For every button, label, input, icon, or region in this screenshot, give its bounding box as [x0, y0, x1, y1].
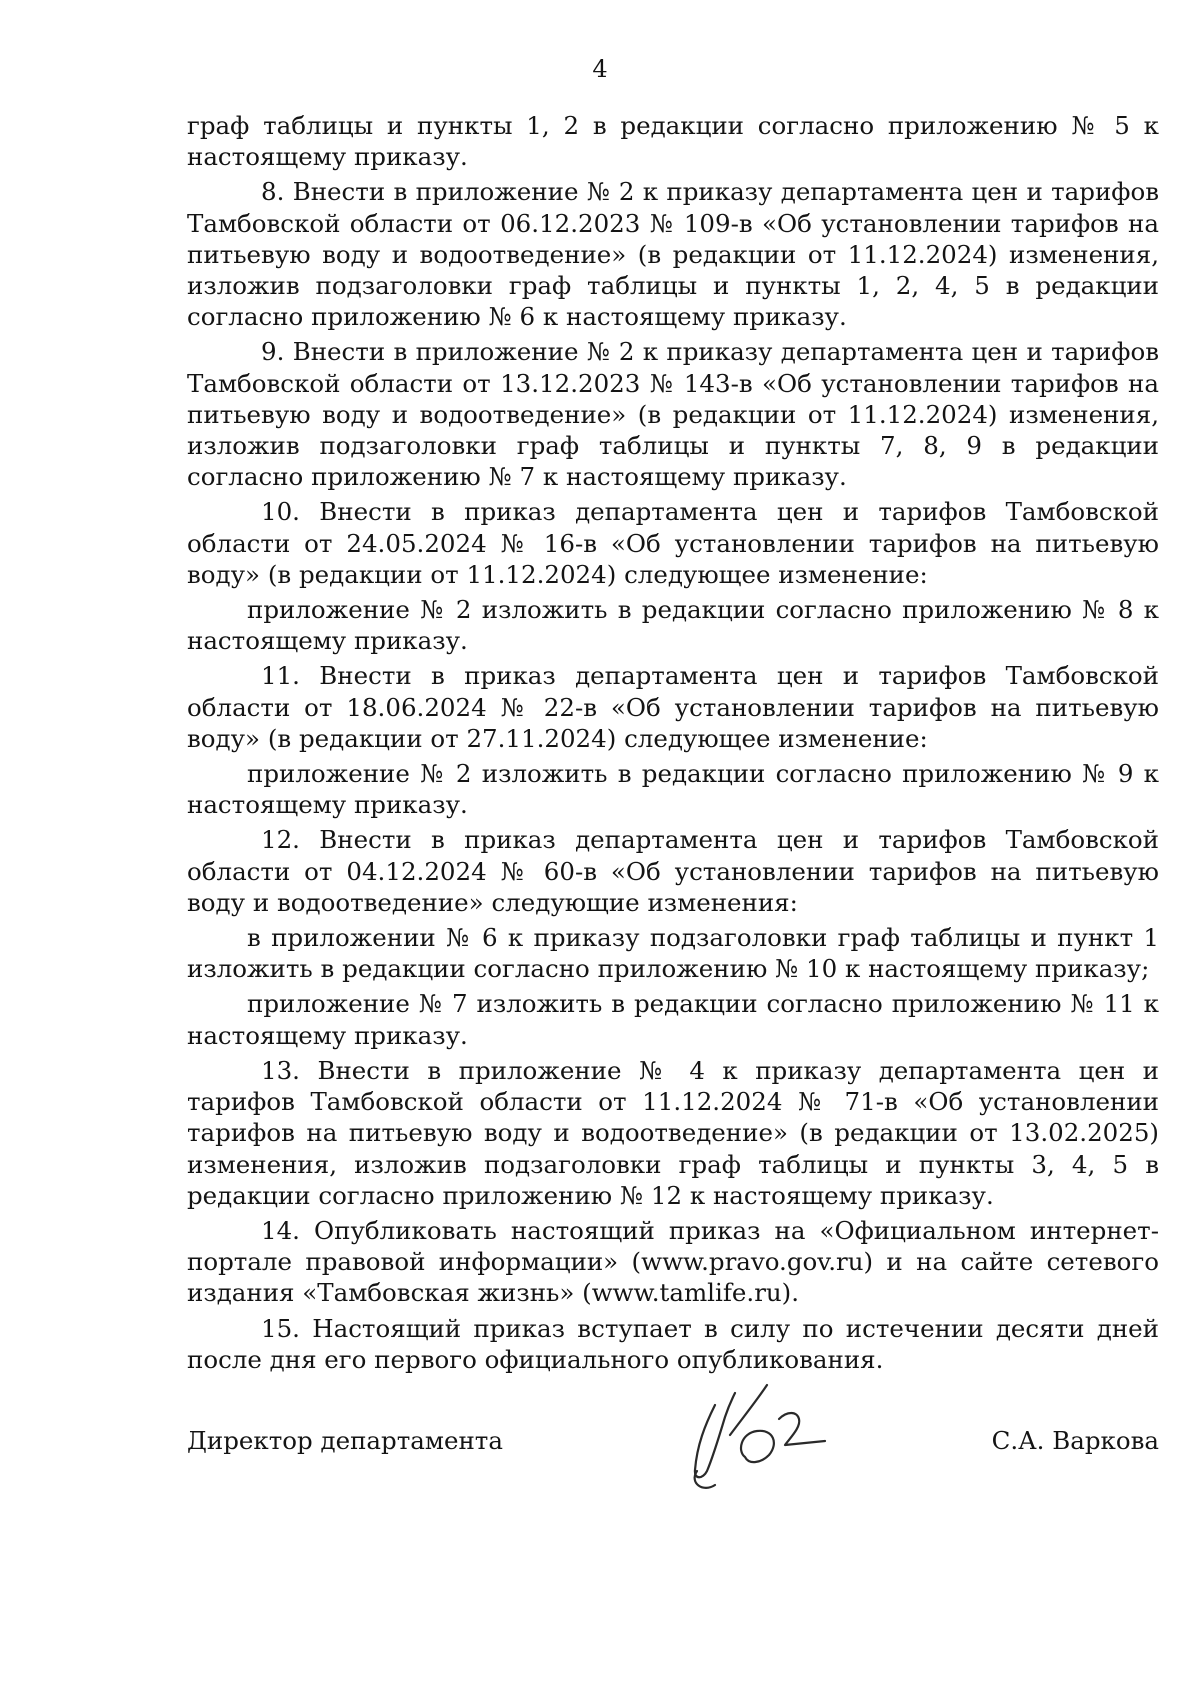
signatory-name: С.А. Варкова: [991, 1426, 1159, 1455]
signature-block: [187, 1425, 1159, 1465]
paragraph-item-11-sub: приложение № 2 изложить в редакции согласно приложению № 9 к настоящему приказу.: [187, 759, 1159, 820]
paragraph-item-12-sub-1: в приложении № 6 к приказу подзаголовки граф таблицы и пункт 1 изложить в редакции согласно приложению № 10 к настоящему приказу;: [187, 923, 1159, 984]
paragraph-item-12-sub-2: приложение № 7 изложить в редакции согласно приложению № 11 к настоящему приказу.: [187, 989, 1159, 1050]
paragraph-item-9: 9. Внести в приложение № 2 к приказу департамента цен и тарифов Тамбовской области от 13.12.2023 № 143-в «Об установлении тарифов на питьевую воду и водоотведение» (в редакции от 11.12.2024) изменения, изложив подзаголовки граф таблицы и пункты 7, 8, 9 в редакции согласно приложению № 7 к настоящему приказу.: [187, 337, 1159, 492]
page-number: 4: [592, 55, 608, 83]
document-body: [187, 110, 1159, 1379]
paragraph-item-8: 8. Внести в приложение № 2 к приказу департамента цен и тарифов Тамбовской области от 06.12.2023 № 109-в «Об установлении тарифов на питьевую воду и водоотведение» (в редакции от 11.12.2024) изменения, изложив подзаголовки граф таблицы и пункты 1, 2, 4, 5 в редакции согласно приложению № 6 к настоящему приказу.: [187, 177, 1159, 332]
handwritten-signature-icon: [675, 1375, 855, 1495]
paragraph-item-11: 11. Внести в приказ департамента цен и тарифов Тамбовской области от 18.06.2024 № 22-в «Об установлении тарифов на питьевую воду» (в редакции от 27.11.2024) следующее изменение:: [187, 661, 1159, 753]
paragraph-continuation: граф таблицы и пункты 1, 2 в редакции согласно приложению № 5 к настоящему приказу.: [187, 111, 1159, 172]
paragraph-item-15: 15. Настоящий приказ вступает в силу по истечении десяти дней после дня его первого официального опубликования.: [187, 1313, 1159, 1374]
paragraph-item-13: 13. Внести в приложение № 4 к приказу департамента цен и тарифов Тамбовской области от 11.12.2024 № 71-в «Об установлении тарифов на питьевую воду и водоотведение» (в редакции от 13.02.2025) изменения, изложив подзаголовки граф таблицы и пункты 3, 4, 5 в редакции согласно приложению № 12 к настоящему приказу.: [187, 1055, 1159, 1210]
paragraph-item-10: 10. Внести в приказ департамента цен и тарифов Тамбовской области от 24.05.2024 № 16-в «Об установлении тарифов на питьевую воду» (в редакции от 11.12.2024) следующее изменение:: [187, 497, 1159, 589]
signatory-position: Директор департамента: [187, 1426, 503, 1455]
paragraph-item-14: 14. Опубликовать настоящий приказ на «Официальном интернет-портале правовой информации» (www.pravo.gov.ru) и на сайте сетевого издания «Тамбовская жизнь» (www.tamlife.ru).: [187, 1215, 1159, 1308]
paragraph-item-10-sub: приложение № 2 изложить в редакции согласно приложению № 8 к настоящему приказу.: [187, 595, 1159, 656]
paragraph-item-12: 12. Внести в приказ департамента цен и тарифов Тамбовской области от 04.12.2024 № 60-в «Об установлении тарифов на питьевую воду и водоотведение» следующие изменения:: [187, 825, 1159, 917]
